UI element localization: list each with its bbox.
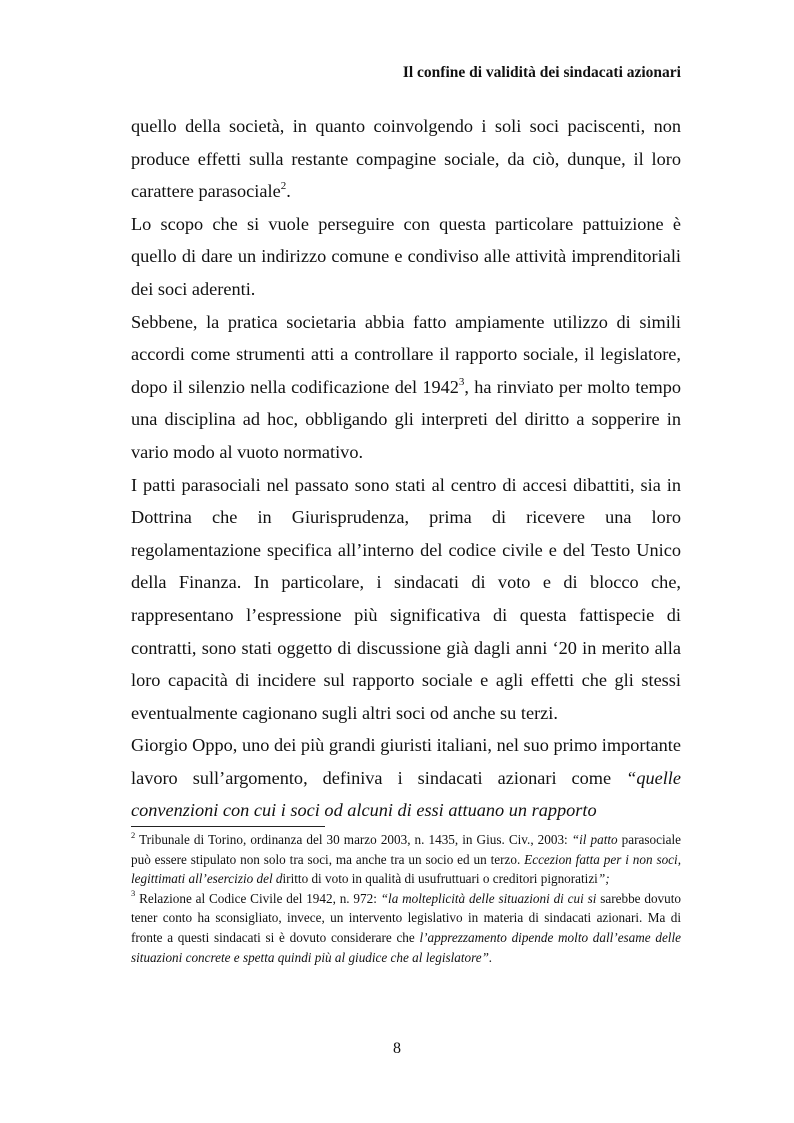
footnote-3 (131, 889, 681, 967)
footnote-mark-2: 2 (131, 829, 136, 840)
page-number: 8 (393, 1040, 401, 1057)
footnote-2-quote-c: ”; (597, 871, 610, 887)
paragraph-2: Lo scopo che si vuole perseguire con questa particolare pattuizione è quello di dare un indirizzo comune e condiviso alle attività imprenditoriali dei soci aderenti. (131, 213, 681, 299)
footnote-2-text-c: iritto di voto in qualità di usufruttuari o creditori pignoratizi (282, 871, 598, 887)
footnote-3-text-b: sarebbe dovuto tener conto ha sconsigliato, invece, un intervento legislativo in materia di sindacati azionari. Ma di fronte a questi sindacati si è dovuto considerare che (131, 890, 681, 945)
footnote-3-quote-a: “la molteplicità delle situazioni di cui si (380, 890, 597, 906)
footnote-mark-3: 3 (131, 888, 136, 899)
paragraph-3-text: Sebbene, la pratica societaria abbia fatto ampiamente utilizzo di simili accordi come strumenti atti a controllare il rapporto sociale, il legislatore, dopo il silenzio nella codificazione del 1942 (131, 311, 681, 397)
paragraph-5-quote: “quelle convenzioni con cui i soci od alcuni di essi attuano un rapporto (131, 767, 681, 821)
footnote-3-quote-b: l’apprezzamento dipende molto dall’esame delle situazioni concrete e spetta quindi più al giudice che al legislatore”. (131, 929, 681, 965)
body-text (131, 110, 681, 827)
footnote-2-quote-a: “il patto (571, 832, 618, 847)
paragraph-5 (131, 729, 681, 827)
footnote-ref-2[interactable]: 2 (280, 180, 287, 193)
paragraph-3-end: , ha rinviato per molto tempo una disciplina ad hoc, obbligando gli interpreti del diritto a sopperire in vario modo al vuoto normativo. (131, 376, 682, 462)
footnote-separator (131, 826, 325, 827)
footnote-2-text-a: Tribunale di Torino, ordinanza del 30 marzo 2003, n. 1435, in Gius. Civ., 2003: (135, 832, 572, 847)
footnote-2-quote-b: Eccezion fatta per i non soci, legittimati all’esercizio del d (131, 851, 681, 887)
paragraph-4: I patti parasociali nel passato sono stati al centro di accesi dibattiti, sia in Dottrina che in Giurisprudenza, prima di ricevere una loro regolamentazione specifica all’interno del codice civile e del Testo Unico della Finanza. In particolare, i sindacati di voto e di blocco che, rappresentano l’espressione più significativa di questa fattispecie di contratti, sono stati oggetto di discussione già dagli anni ‘20 in merito alla loro capacità di incidere sul rapporto sociale e agli effetti che gli stessi eventualmente cagionano sugli altri soci od anche su terzi. (131, 474, 681, 723)
running-header: Il confine di validità dei sindacati azionari (402, 64, 681, 81)
footnote-3-text-a: Relazione al Codice Civile del 1942, n. 972: (135, 890, 381, 906)
paragraph-3 (131, 306, 681, 469)
paragraph-1-end: . (286, 181, 291, 202)
footnote-ref-3[interactable]: 3 (458, 375, 465, 388)
paragraph-5-text: Giorgio Oppo, uno dei più grandi giuristi italiani, nel suo primo importante lavoro sull’argomento, definiva i sindacati azionari come (131, 735, 681, 788)
footnote-2 (131, 830, 681, 889)
footnotes (131, 830, 681, 967)
paragraph-1-text: quello della società, in quanto coinvolgendo i soli soci paciscenti, non produce effetti sulla restante compagine sociale, da ciò, dunque, il loro carattere parasociale (131, 116, 681, 202)
footnote-2-text-b: parasociale può essere stipulato non solo tra soci, ma anche tra un socio ed un terzo. (131, 832, 681, 867)
paragraph-1 (131, 110, 681, 208)
